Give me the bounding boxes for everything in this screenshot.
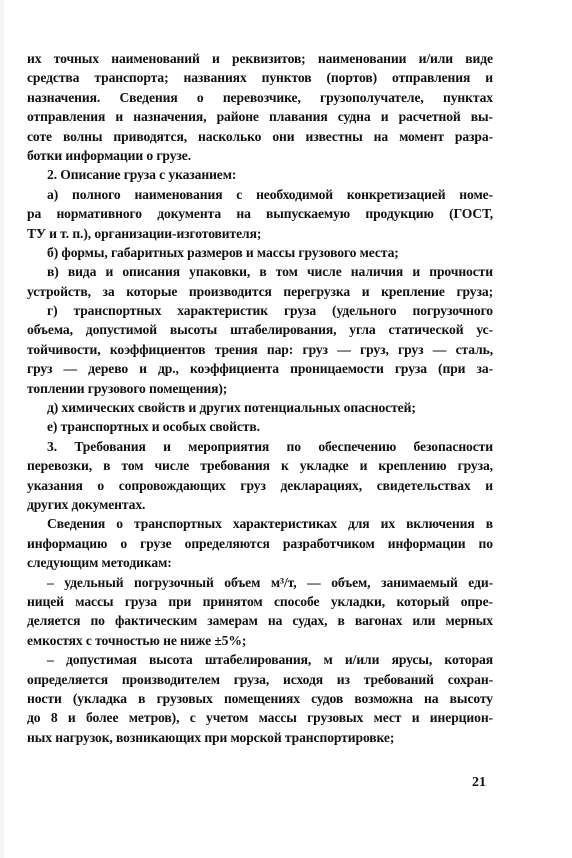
text-line: ницей массы груза при принятом способе укладки, который опре-	[27, 593, 493, 609]
text-line: деляется по фактическим замерам на судах, в вагонах или мерных	[27, 613, 493, 629]
text-line: ных нагрузок, возникающих при морской транспортировке;	[27, 729, 395, 745]
text-line: топлении грузового помещения);	[27, 380, 228, 396]
text-line: отправления и назначения, районе плавания судна и расчетной вы-	[27, 109, 493, 125]
text-line: б) формы, габаритных размеров и массы грузового места;	[47, 244, 399, 260]
text-line: соте волны приводятся, насколько они известны на момент разра-	[27, 128, 493, 144]
text-line: – удельный погрузочный объем м³/т, — объем, занимаемый еди-	[47, 574, 493, 590]
text-line: указания о сопровождающих груз декларациях, свидетельствах и	[27, 477, 493, 493]
text-line: г) транспортных характеристик груза (удельного погрузочного	[47, 303, 493, 319]
text-line: устройств, за которые производится перегрузка и крепление груза;	[27, 283, 493, 299]
text-line: ТУ и т. п.), организации-изготовителя;	[27, 225, 262, 241]
text-line: информацию о грузе определяются разработчиком информации по	[27, 535, 493, 551]
text-line: тойчивости, коэффициентов трения пар: груз — груз, груз — сталь,	[27, 341, 493, 357]
text-line: – допустимая высота штабелирования, м и/или ярусы, которая	[47, 652, 493, 668]
page-number: 21	[472, 775, 486, 790]
text-line: перевозки, в том числе требования к укладке и креплению груза,	[27, 458, 493, 474]
text-line: 3. Требования и мероприятия по обеспечению безопасности	[47, 438, 493, 454]
text-line: груз — дерево и др., коэффициента проницаемости груза (при за-	[27, 361, 493, 377]
text-line: средства транспорта; названиях пунктов (портов) отправления и	[27, 70, 493, 86]
text-line: их точных наименований и реквизитов; наименовании и/или виде	[27, 51, 493, 66]
text-line: определяется производителем груза, исходя из требований сохран-	[27, 671, 493, 687]
text-line: других документах.	[27, 496, 146, 512]
text-line: 2. Описание груза с указанием:	[47, 167, 237, 183]
text-line: д) химических свойств и других потенциальных опасностей;	[47, 400, 416, 416]
text-line: следующим методикам:	[27, 555, 172, 571]
text-line: объема, допустимой высоты штабелирования, угла статической ус-	[27, 322, 493, 338]
text-line: ности (укладка в грузовых помещениях судов возможна на высоту	[27, 690, 493, 706]
text-line: ра нормативного документа на выпускаемую продукцию (ГОСТ,	[27, 206, 493, 222]
text-line: в) вида и описания упаковки, в том числе наличия и прочности	[47, 264, 493, 280]
text-line: е) транспортных и особых свойств.	[47, 419, 260, 435]
body-text	[27, 49, 493, 747]
text-line: а) полного наименования с необходимой конкретизацией номе-	[47, 186, 493, 202]
text-line: назначения. Сведения о перевозчике, грузополучателе, пунктах	[27, 89, 493, 105]
text-line: Сведения о транспортных характеристиках для их включения в	[47, 516, 493, 532]
scan-edge	[0, 0, 4, 858]
text-line: ботки информации о грузе.	[27, 147, 191, 163]
text-line: до 8 и более метров), с учетом массы грузовых мест и инерцион-	[27, 710, 493, 726]
text-line: емкостях с точностью не ниже ±5%;	[27, 632, 247, 648]
